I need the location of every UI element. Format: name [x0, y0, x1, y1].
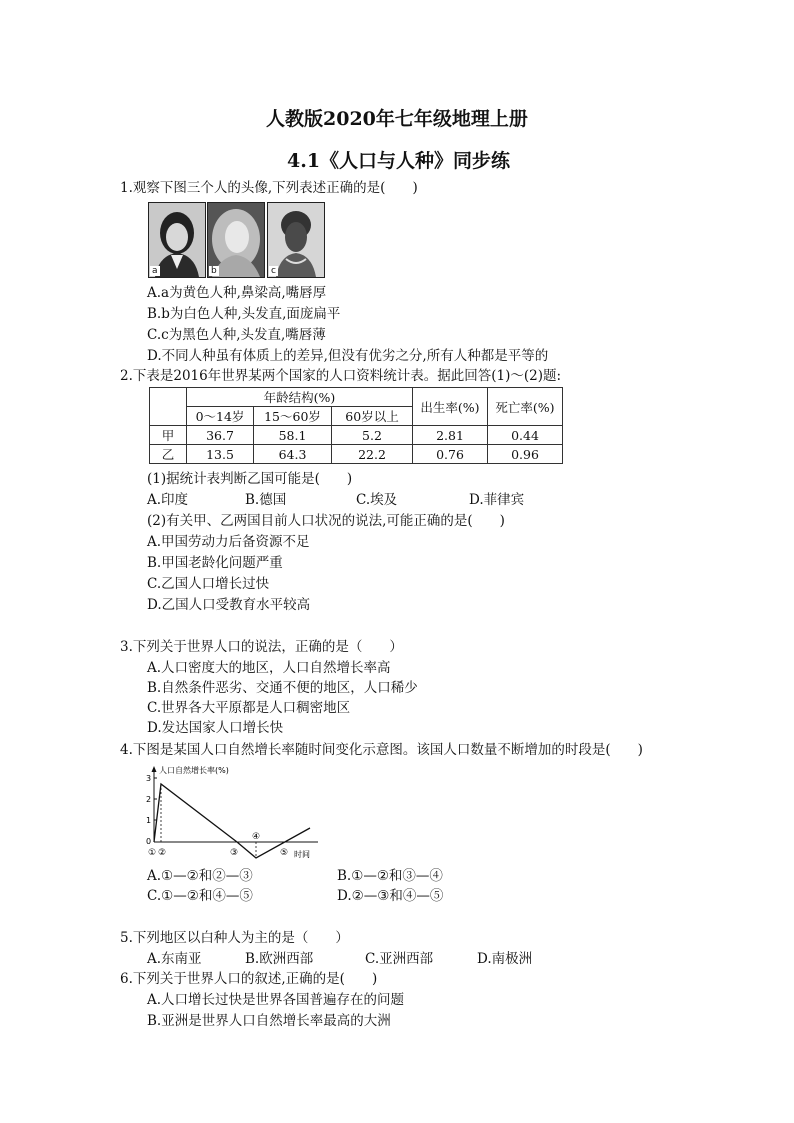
table-cell: 58.1: [254, 426, 332, 445]
y-tick-label: 0: [146, 837, 152, 846]
population-table: [149, 387, 563, 464]
point-label-5: ⑤: [280, 848, 289, 858]
q2-sub2-option-d: D.乙国人口受教育水平较高: [147, 597, 311, 613]
point-label-2: ②: [158, 848, 167, 858]
y-axis-arrow: [152, 766, 157, 772]
table-row: [150, 445, 563, 464]
table-row: [150, 426, 563, 445]
table-cell: 0.44: [488, 426, 563, 445]
q4-option-a: A.①—②和②—③: [147, 868, 253, 884]
q2-sub1-option-a: A.印度: [147, 492, 189, 508]
q4-option-d: D.②—③和④—⑤: [337, 888, 444, 904]
table-cell: 36.7: [187, 426, 254, 445]
q1-option-d: D.不同人种虽有体质上的差异,但没有优劣之分,所有人种都是平等的: [147, 348, 549, 364]
q2-sub2-option-a: A.甲国劳动力后备资源不足: [147, 534, 310, 550]
q2-stem: 2.下表是2016年世界某两个国家的人口资料统计表。据此回答(1)～(2)题:: [120, 368, 562, 384]
table-cell: 5.2: [332, 426, 413, 445]
q2-sub1-option-d: D.菲律宾: [469, 492, 525, 508]
q1-option-c: C.c为黑色人种,头发直,嘴唇薄: [147, 327, 326, 343]
q3-stem: 3.下列关于世界人口的说法，正确的是（ ）: [120, 639, 403, 655]
q1-option-b: B.b为白色人种,头发直,面庞扁平: [147, 306, 341, 322]
q6-option-b: B.亚洲是世界人口自然增长率最高的大洲: [147, 1013, 391, 1029]
x-axis-label: 时间: [294, 850, 310, 859]
photo-black-woman: [267, 202, 325, 278]
header-age-15-60: 15～60岁: [254, 407, 332, 426]
photo-white-woman: [207, 202, 265, 278]
q6-stem: 6.下列关于世界人口的叙述,正确的是( ): [120, 971, 378, 987]
row-label: 甲: [150, 426, 187, 445]
q5-option-d: D.南极洲: [477, 951, 533, 967]
page-title: 人教版2020年七年级地理上册: [266, 108, 528, 130]
header-age-structure: 年龄结构(%): [187, 388, 413, 407]
photo-asian-woman: [148, 202, 206, 278]
q6-option-a: A.人口增长过快是世界各国普遍存在的问题: [147, 992, 405, 1008]
growth-curve: [154, 784, 310, 858]
growth-rate-diagram: [142, 762, 322, 862]
q5-option-a: A.东南亚: [147, 951, 202, 967]
q4-option-c: C.①—②和④—⑤: [147, 888, 253, 904]
header-birth-rate: 出生率(%): [413, 388, 488, 426]
q1-stem: 1.观察下图三个人的头像,下列表述正确的是( ): [120, 180, 418, 196]
q2-sub1-option-c: C.埃及: [356, 492, 398, 508]
header-age-60-plus: 60岁以上: [332, 407, 413, 426]
y-tick-label: 3: [146, 774, 152, 783]
q5-option-b: B.欧洲西部: [245, 951, 314, 967]
table-cell: 0.76: [413, 445, 488, 464]
header-age-0-14: 0～14岁: [187, 407, 254, 426]
q2-sub2-option-c: C.乙国人口增长过快: [147, 576, 270, 592]
table-cell: 2.81: [413, 426, 488, 445]
table-cell: 13.5: [187, 445, 254, 464]
q5-stem: 5.下列地区以白种人为主的是（ ）: [120, 930, 349, 946]
y-tick-label: 2: [146, 795, 152, 804]
q2-sub1-option-b: B.德国: [245, 492, 287, 508]
y-axis-label: 人口自然增长率(%): [159, 766, 229, 775]
q3-option-c: C.世界各大平原都是人口稠密地区: [147, 700, 351, 716]
point-label-3: ③: [230, 848, 239, 858]
q2-sub2-stem: (2)有关甲、乙两国目前人口状况的说法,可能正确的是( ): [147, 513, 505, 529]
q4-option-b: B.①—②和③—④: [337, 868, 443, 884]
point-label-1: ①: [148, 848, 157, 858]
photo-label-c: c: [271, 266, 276, 276]
q2-sub1-stem: (1)据统计表判断乙国可能是( ): [147, 471, 353, 487]
q4-stem: 4.下图是某国人口自然增长率随时间变化示意图。该国人口数量不断增加的时段是( ): [120, 742, 643, 758]
table-cell: 22.2: [332, 445, 413, 464]
q3-option-d: D.发达国家人口增长快: [147, 720, 284, 736]
q3-option-b: B.自然条件恶劣、交通不便的地区，人口稀少: [147, 680, 418, 696]
point-label-4: ④: [252, 832, 261, 842]
photo-label-b: b: [211, 266, 217, 276]
q2-sub2-option-b: B.甲国老龄化问题严重: [147, 555, 283, 571]
header-death-rate: 死亡率(%): [488, 388, 563, 426]
row-label: 乙: [150, 445, 187, 464]
table-cell: 64.3: [254, 445, 332, 464]
q5-option-c: C.亚洲西部: [365, 951, 434, 967]
y-tick-label: 1: [146, 816, 152, 825]
page-subtitle: 4.1《人口与人种》同步练: [287, 150, 511, 172]
table-cell: 0.96: [488, 445, 563, 464]
table-corner-cell: [150, 388, 187, 426]
q3-option-a: A.人口密度大的地区，人口自然增长率高: [147, 660, 391, 676]
q1-option-a: A.a为黄色人种,鼻梁高,嘴唇厚: [147, 285, 327, 301]
photo-label-a: a: [152, 266, 158, 276]
